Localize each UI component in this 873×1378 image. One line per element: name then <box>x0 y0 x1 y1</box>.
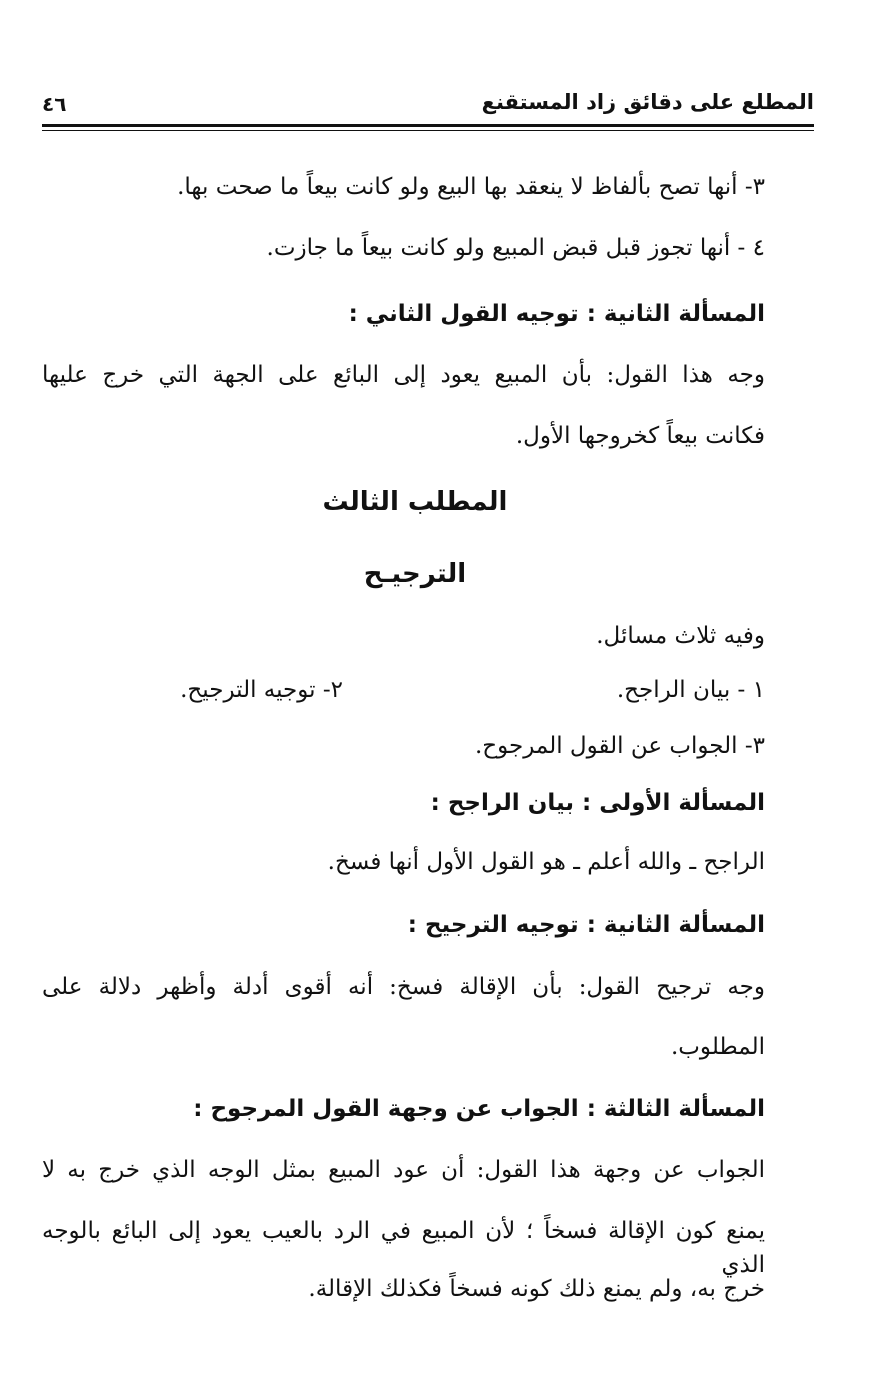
section-subtitle: الترجيـح <box>363 559 467 589</box>
heading-third-issue: المسألة الثالثة : الجواب عن وجهة القول المرجوح : <box>193 1096 765 1122</box>
intro-line: وفيه ثلاث مسائل. <box>596 623 765 649</box>
paragraph-line: خرج به، ولم يمنع ذلك كونه فسخاً فكذلك الإقالة. <box>308 1276 765 1302</box>
list-item-4: ٤ - أنها تجوز قبل قبض المبيع ولو كانت بيعاً ما جازت. <box>266 235 765 261</box>
paragraph-line: الجواب عن وجهة هذا القول: أن عود المبيع بمثل الوجه الذي خرج به لا <box>42 1157 765 1183</box>
header-rule-thin <box>42 130 814 131</box>
heading-second-issue-b: المسألة الثانية : توجيه الترجيح : <box>407 912 765 938</box>
paragraph-line: الراجح ـ والله أعلم ـ هو القول الأول أنها فسخ. <box>327 849 765 875</box>
list-item-3: ٣- أنها تصح بألفاظ لا ينعقد بها البيع ولو كانت بيعاً ما صحت بها. <box>177 174 765 200</box>
running-title: المطلع على دقائق زاد المستقنع <box>481 90 814 114</box>
list-item-3b: ٣- الجواب عن القول المرجوح. <box>474 733 765 759</box>
paragraph-line: فكانت بيعاً كخروجها الأول. <box>515 423 765 449</box>
section-title: المطلب الثالث <box>322 487 508 517</box>
heading-first-issue: المسألة الأولى : بيان الراجح : <box>430 790 765 816</box>
list-item-1: ١ - بيان الراجح. <box>616 677 765 703</box>
paragraph-line: المطلوب. <box>670 1034 765 1060</box>
list-item-2: ٢- توجيه الترجيح. <box>180 677 343 703</box>
page-header <box>42 86 814 128</box>
page-number: ٤٦ <box>42 92 67 116</box>
paragraph-line: وجه هذا القول: بأن المبيع يعود إلى البائع على الجهة التي خرج عليها <box>42 362 765 388</box>
heading-second-issue: المسألة الثانية : توجيه القول الثاني : <box>348 301 765 327</box>
header-rule-thick <box>42 124 814 127</box>
paragraph-line: وجه ترجيح القول: بأن الإقالة فسخ: أنه أقوى أدلة وأظهر دلالة على <box>42 974 765 1000</box>
paragraph-line: يمنع كون الإقالة فسخاً ؛ لأن المبيع في الرد بالعيب يعود إلى البائع بالوجه الذي <box>42 1218 765 1278</box>
